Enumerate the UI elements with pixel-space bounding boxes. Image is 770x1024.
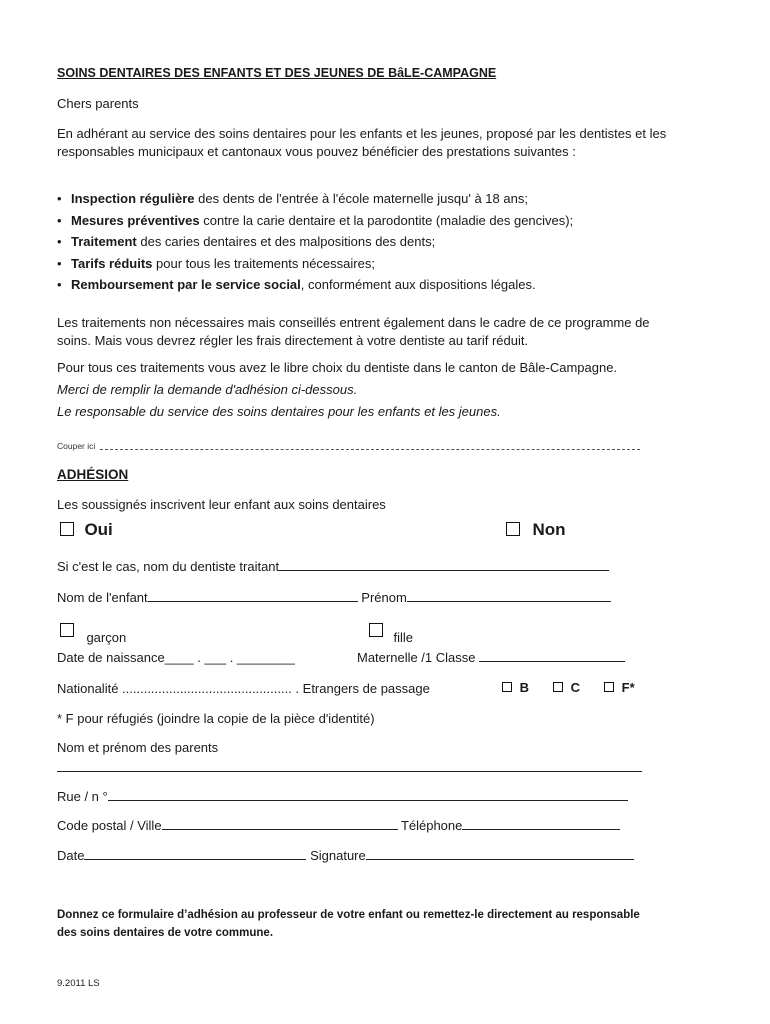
phone-field[interactable] — [462, 817, 620, 830]
class-field[interactable] — [479, 649, 625, 662]
option-b-label: B — [519, 680, 530, 695]
nationality-row — [57, 680, 430, 698]
checkbox-c[interactable] — [553, 682, 563, 692]
child-name-field[interactable] — [148, 589, 358, 602]
treatments-paragraph: Les traitements non nécessaires mais conseillés entrent également dans le cadre de ce programme de soins. Mais vous devrez régler les frais directement à votre dentiste au tarif réduit. — [57, 315, 650, 348]
checkbox-boy[interactable] — [60, 623, 74, 637]
foreigners-label: . Etrangers de passage — [295, 681, 430, 696]
dob-row — [57, 649, 295, 667]
checkbox-f[interactable] — [604, 682, 614, 692]
italic-request: Merci de remplir la demande d'adhésion ci-dessous. — [57, 382, 358, 397]
date-field[interactable] — [84, 847, 306, 860]
phone-label: Téléphone — [400, 818, 463, 833]
list-item: • Tarifs réduits pour tous les traitements nécessaires; — [57, 253, 697, 275]
boy-option[interactable] — [60, 623, 127, 645]
checkbox-oui[interactable] — [60, 522, 74, 536]
choice-paragraph: Pour tous ces traitements vous avez le libre choix du dentiste dans le canton de Bâle-Campagne. — [57, 360, 618, 375]
non-option[interactable] — [506, 520, 566, 540]
footer-instruction: Donnez ce formulaire d’adhésion au professeur de votre enfant ou remettez-le directement au responsable des soins dentaires de votre commune. — [57, 909, 640, 939]
italic-signoff: Le responsable du service des soins dentaires pour les enfants et les jeunes. — [57, 404, 501, 419]
salutation: Chers parents — [57, 96, 139, 111]
enrol-question: Les soussignés inscrivent leur enfant aux soins dentaires — [57, 497, 386, 512]
option-c-label: C — [570, 680, 581, 695]
girl-option[interactable] — [369, 623, 413, 645]
first-name-label: Prénom — [361, 590, 407, 605]
street-field[interactable] — [108, 788, 628, 801]
dentist-label: Si c'est le cas, nom du dentiste traitant — [57, 559, 280, 574]
cut-label: Couper ici — [57, 441, 96, 451]
dob-label: Date de naissance — [57, 650, 165, 665]
dentist-field[interactable] — [279, 558, 609, 571]
street-label: Rue / n ° — [57, 789, 108, 804]
intro-paragraph: En adhérant au service des soins dentaires pour les enfants et les jeunes, proposé par les dentistes et les responsables municipaux et cantonaux vous pouvez bénéficier des prestations suivantes : — [57, 126, 667, 159]
date-label: Date — [57, 848, 85, 863]
postal-field[interactable] — [162, 817, 398, 830]
form-heading: ADHÉSION — [57, 467, 129, 482]
non-label: Non — [532, 520, 566, 539]
checkbox-girl[interactable] — [369, 623, 383, 637]
child-name-row — [57, 589, 611, 607]
oui-option[interactable] — [60, 520, 113, 540]
oui-label: Oui — [84, 520, 113, 539]
signature-field[interactable] — [366, 847, 634, 860]
option-c[interactable] — [553, 680, 580, 695]
street-row — [57, 788, 628, 806]
list-item: • Traitement des caries dentaires et des malpositions des dents; — [57, 231, 697, 253]
postal-label: Code postal / Ville — [57, 818, 162, 833]
option-f[interactable] — [604, 680, 635, 695]
option-f-label: F* — [621, 680, 635, 695]
option-b[interactable] — [502, 680, 529, 695]
first-name-field[interactable] — [407, 589, 611, 602]
parents-label: Nom et prénom des parents — [57, 740, 219, 755]
checkbox-non[interactable] — [506, 522, 520, 536]
girl-label: fille — [393, 630, 413, 645]
benefits-list — [57, 188, 697, 296]
document-title: SOINS DENTAIRES DES ENFANTS ET DES JEUNES DE BâLE-CAMPAGNE — [57, 66, 497, 80]
nationality-label[interactable]: Nationalité ............................................... — [57, 681, 292, 696]
signature-label: Signature — [310, 848, 366, 863]
child-name-label: Nom de l'enfant — [57, 590, 148, 605]
checkbox-b[interactable] — [502, 682, 512, 692]
list-item: • Remboursement par le service social, conformément aux dispositions légales. — [57, 274, 697, 296]
dentist-row — [57, 558, 609, 576]
dob-field[interactable]: ____ . ___ . ________ — [164, 650, 295, 665]
refugee-note: * F pour réfugiés (joindre la copie de la pièce d'identité) — [57, 711, 375, 726]
cut-line — [100, 449, 640, 450]
class-label: Maternelle /1 Classe — [357, 650, 476, 665]
version-label: 9.2011 LS — [57, 978, 100, 989]
class-row — [357, 649, 625, 667]
date-row — [57, 847, 634, 865]
list-item: • Inspection régulière des dents de l'entrée à l'école maternelle jusqu' à 18 ans; — [57, 188, 697, 210]
parents-field[interactable] — [57, 771, 642, 772]
boy-label: garçon — [86, 630, 127, 645]
postal-row — [57, 817, 620, 835]
list-item: • Mesures préventives contre la carie dentaire et la parodontite (maladie des gencives); — [57, 210, 697, 232]
